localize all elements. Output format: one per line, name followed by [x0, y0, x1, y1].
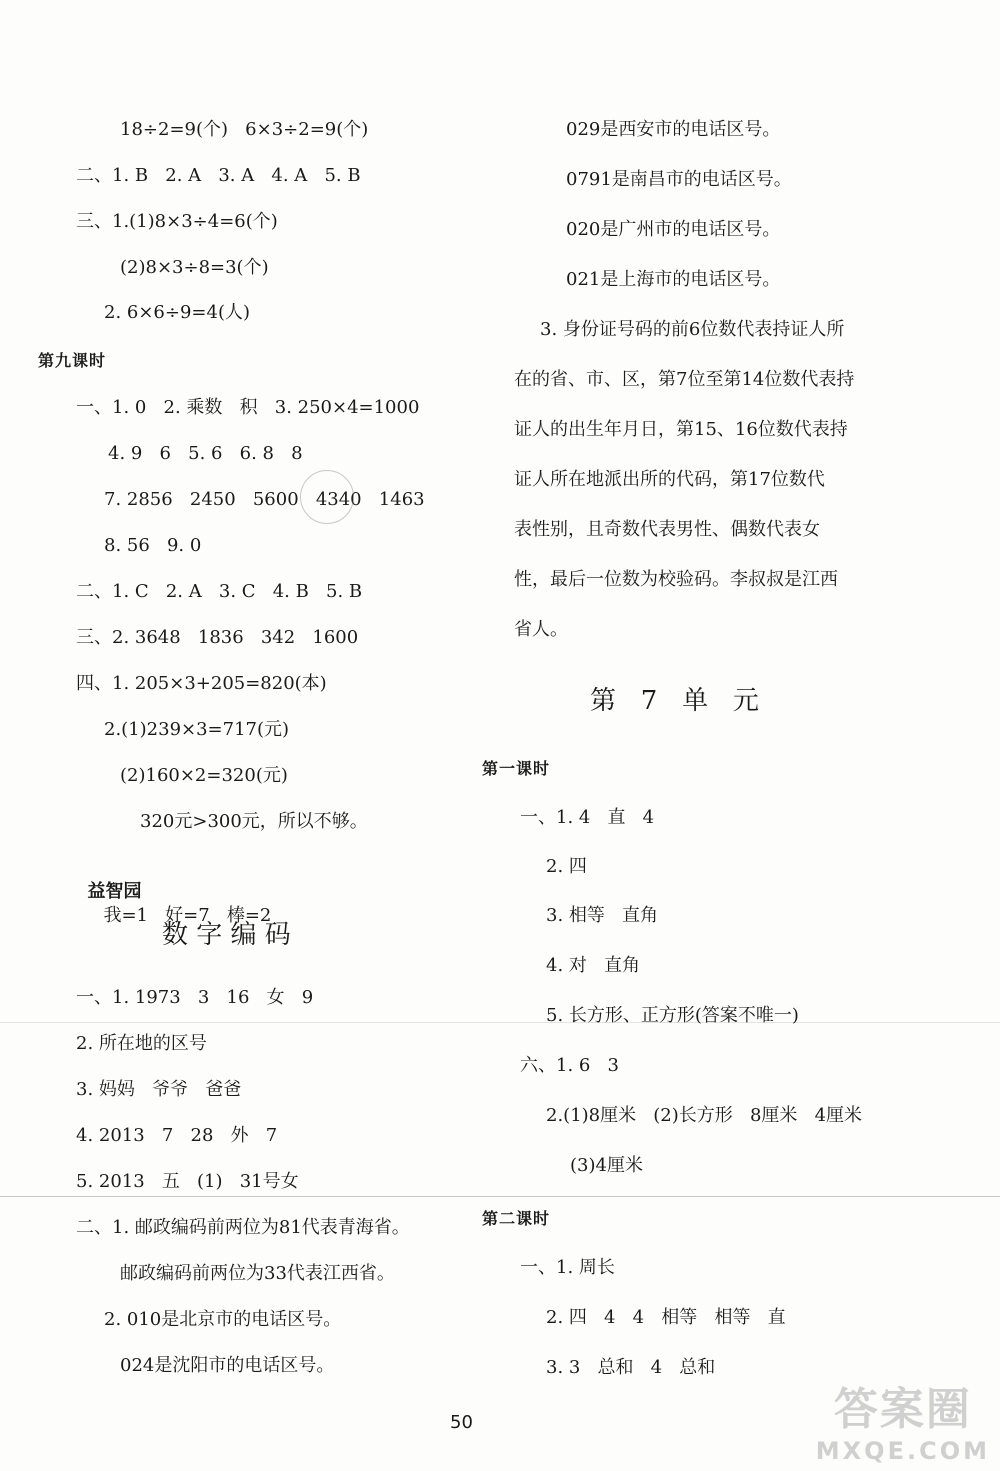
right-line-19: (3)4厘米: [570, 1155, 643, 1176]
left-line-5: 2. 6×6÷9=4(人): [104, 302, 250, 323]
left-line-14: (2)160×2=320(元): [120, 765, 288, 786]
left-line-13: 2.(1)239×3=717(元): [104, 719, 290, 740]
section-title-unit7: 第 7 单 元: [590, 686, 759, 716]
right-line-5: 3. 身份证号码的前6位数代表持证人所: [540, 319, 845, 340]
right-line-12: 一、1. 4 直 4: [520, 807, 655, 828]
scan-separator-bottom: [0, 1196, 1000, 1197]
left-line-3: 三、1.(1)8×3÷4=6(个): [76, 211, 278, 232]
section-title-digital-code: 数 字 编 码: [162, 920, 291, 950]
left-line-23: 邮政编码前两位为33代表江西省。: [120, 1263, 395, 1284]
section-heading-lesson2: 第二课时: [482, 1209, 551, 1228]
right-line-13: 2. 四: [546, 856, 587, 877]
yizhiyuan-label: 益智园: [87, 881, 142, 902]
right-line-18: 2.(1)8厘米 (2)长方形 8厘米 4厘米: [546, 1105, 863, 1126]
right-line-20: 一、1. 周长: [520, 1257, 615, 1278]
right-line-1: 029是西安市的电话区号。: [566, 119, 781, 140]
right-line-15: 4. 对 直角: [546, 955, 641, 976]
left-line-8: 7. 2856 2450 5600 4340 1463: [104, 489, 425, 510]
scan-separator-top: [0, 1022, 1000, 1023]
section-heading-lesson1: 第一课时: [482, 759, 551, 778]
left-line-17: 一、1. 1973 3 16 女 9: [76, 987, 314, 1008]
stamp-mark: [300, 470, 354, 524]
watermark: [816, 1373, 990, 1465]
left-line-1: 18÷2=9(个) 6×3÷2=9(个): [120, 119, 369, 140]
left-line-21: 5. 2013 五 (1) 31号女: [76, 1171, 299, 1192]
left-line-15: 320元>300元，所以不够。: [140, 811, 368, 832]
right-line-17: 六、1. 6 3: [520, 1055, 619, 1076]
left-line-9: 8. 56 9. 0: [104, 535, 202, 556]
left-line-2: 二、1. B 2. A 3. A 4. A 5. B: [76, 165, 361, 186]
right-line-4: 021是上海市的电话区号。: [566, 269, 781, 290]
left-line-10: 二、1. C 2. A 3. C 4. B 5. B: [76, 581, 363, 602]
right-line-8: 证人所在地派出所的代码，第17位数代: [514, 469, 825, 490]
left-line-4: (2)8×3÷8=3(个): [120, 257, 269, 278]
yizhiyuan-answer: 我=1 好=7 棒=2: [103, 905, 272, 926]
section-heading-lesson9: 第九课时: [38, 351, 107, 370]
right-line-11: 省人。: [514, 619, 568, 640]
right-line-3: 020是广州市的电话区号。: [566, 219, 781, 240]
right-line-21: 2. 四 4 4 相等 相等 直: [546, 1307, 786, 1328]
watermark-top: 答案圈: [833, 1384, 972, 1435]
right-line-9: 表性别，且奇数代表男性、偶数代表女: [514, 519, 820, 540]
right-line-10: 性，最后一位数为校验码。李叔叔是江西: [514, 569, 838, 590]
left-line-6: 一、1. 0 2. 乘数 积 3. 250×4=1000: [76, 397, 420, 418]
left-line-22: 二、1. 邮政编码前两位为81代表青海省。: [76, 1217, 410, 1238]
page-number: 50: [450, 1412, 473, 1433]
right-line-16: 5. 长方形、正方形(答案不唯一): [546, 1005, 799, 1026]
left-line-24: 2. 010是北京市的电话区号。: [104, 1309, 342, 1330]
watermark-bottom: MXQE.COM: [815, 1437, 990, 1465]
left-line-7: 4. 9 6 5. 6 6. 8 8: [108, 443, 303, 464]
right-line-2: 0791是南昌市的电话区号。: [566, 169, 792, 190]
right-line-6: 在的省、市、区，第7位至第14位数代表持: [514, 369, 855, 390]
left-line-12: 四、1. 205×3+205=820(本): [76, 673, 327, 694]
right-line-22: 3. 3 总和 4 总和: [546, 1357, 716, 1378]
right-line-14: 3. 相等 直角: [546, 905, 659, 926]
left-line-25: 024是沈阳市的电话区号。: [120, 1355, 335, 1376]
left-line-11: 三、2. 3648 1836 342 1600: [76, 627, 359, 648]
right-line-7: 证人的出生年月日，第15、16位数代表持: [514, 419, 848, 440]
left-line-18: 2. 所在地的区号: [76, 1033, 207, 1054]
left-line-20: 4. 2013 7 28 外 7: [76, 1125, 278, 1146]
left-line-19: 3. 妈妈 爷爷 爸爸: [76, 1079, 242, 1100]
